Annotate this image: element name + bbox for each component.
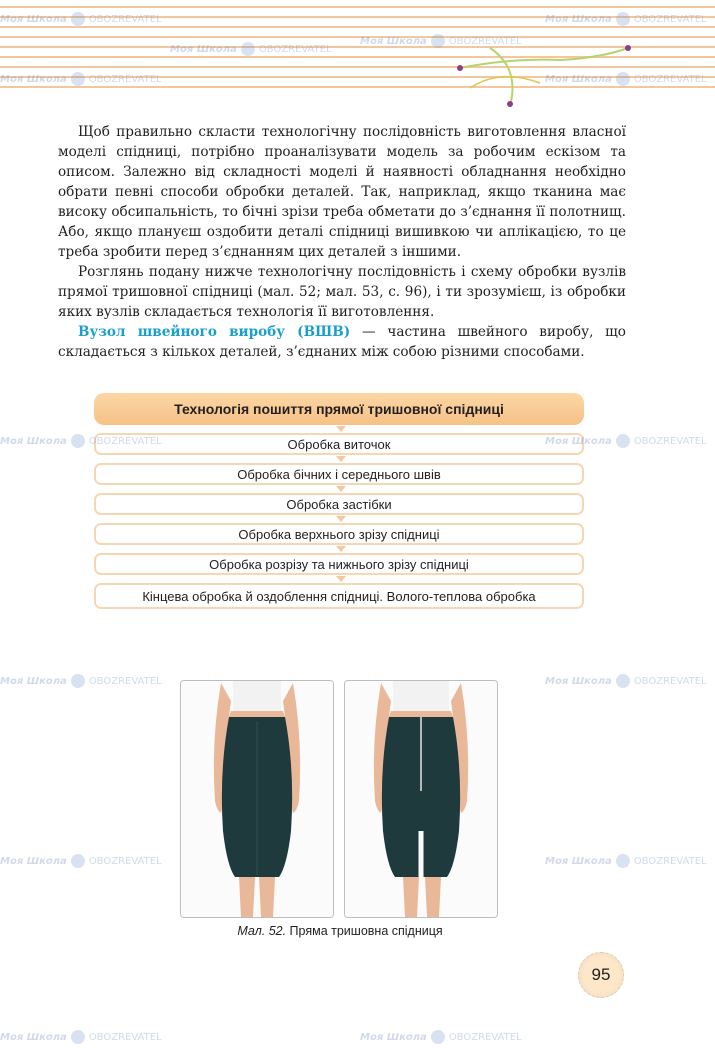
flowchart-title: Технологія пошиття прямої тришовної спідниці	[94, 393, 584, 425]
body-text	[58, 122, 626, 362]
flow-step: Обробка бічних і середнього швів	[94, 463, 584, 485]
flow-step: Обробка верхнього зрізу спідниці	[94, 523, 584, 545]
paragraph: Щоб правильно скласти технологічну послідовність виготовлення власної моделі спідниці, потрібно проаналізувати модель за робочим ескізом та описом. Залежно від складності моделі й наявності обладнання необхідно обрати певні способи обробки деталей. Так, наприклад, якщо тканина має високу обсипальність, то бічні зрізи треба обметати до з’єднання її полотнищ. Або, якщо плануєш оздобити деталі спідниці вишивкою чи аплікацією, то це треба зробити перед з’єднанням цих деталей з іншими.	[58, 124, 626, 260]
paragraph: Розглянь подану нижче технологічну послідовність і схему обробки вузлів прямої тришовної спідниці (мал. 52; мал. 53, с. 96), і ти зрозумієш, із обробки яких вузлів складається технологія її виготовлення.	[58, 264, 626, 320]
skirt-back-photo	[344, 680, 498, 918]
definition-text: — частина швейного виробу, що складається з кількох деталей, з’єднаних між собою різними способами.	[58, 324, 626, 360]
flow-arrow-icon	[94, 515, 584, 523]
watermark: Моя Школа OBOZREVATEL	[545, 856, 707, 867]
watermark: Моя Школа OBOZREVATEL	[360, 1032, 522, 1043]
watermark: Моя Школа OBOZREVATEL	[545, 676, 707, 687]
technology-flowchart	[94, 393, 584, 609]
header-decoration	[0, 0, 715, 110]
page-number: 95	[578, 952, 624, 998]
watermark: Моя Школа OBOZREVATEL	[360, 36, 522, 47]
watermark: Моя Школа OBOZREVATEL	[0, 14, 162, 25]
watermark: Моя Школа OBOZREVATEL	[0, 74, 162, 85]
definition-term: Вузол швейного виробу (ВШВ)	[78, 324, 351, 340]
watermark: Моя Школа OBOZREVATEL	[545, 14, 707, 25]
flow-step: Обробка застібки	[94, 493, 584, 515]
watermark: Моя Школа OBOZREVATEL	[0, 1032, 162, 1043]
definition-paragraph	[58, 322, 626, 362]
flow-arrow-icon	[94, 485, 584, 493]
caption-label: Мал. 52.	[237, 924, 287, 938]
watermark: Моя Школа OBOZREVATEL	[545, 74, 707, 85]
flow-arrow-icon	[94, 575, 584, 583]
watermark: Моя Школа OBOZREVATEL	[170, 44, 332, 55]
watermark: Моя Школа OBOZREVATEL	[0, 676, 162, 687]
flow-step: Кінцева обробка й оздоблення спідниці. Волого-теплова обробка	[94, 583, 584, 609]
flow-arrow-icon	[94, 455, 584, 463]
flow-step: Обробка виточок	[94, 433, 584, 455]
watermark: Моя Школа OBOZREVATEL	[0, 856, 162, 867]
flow-arrow-icon	[94, 545, 584, 553]
flow-arrow-icon	[94, 425, 584, 433]
caption-text: Пряма тришовна спідниця	[286, 924, 443, 938]
figure-caption	[180, 924, 500, 938]
sewing-threads-icon	[450, 28, 650, 108]
watermark: Моя Школа OBOZREVATEL	[545, 436, 707, 447]
skirt-front-photo	[180, 680, 334, 918]
watermark: Моя Школа OBOZREVATEL	[0, 436, 162, 447]
flow-step: Обробка розрізу та нижнього зрізу спідниці	[94, 553, 584, 575]
